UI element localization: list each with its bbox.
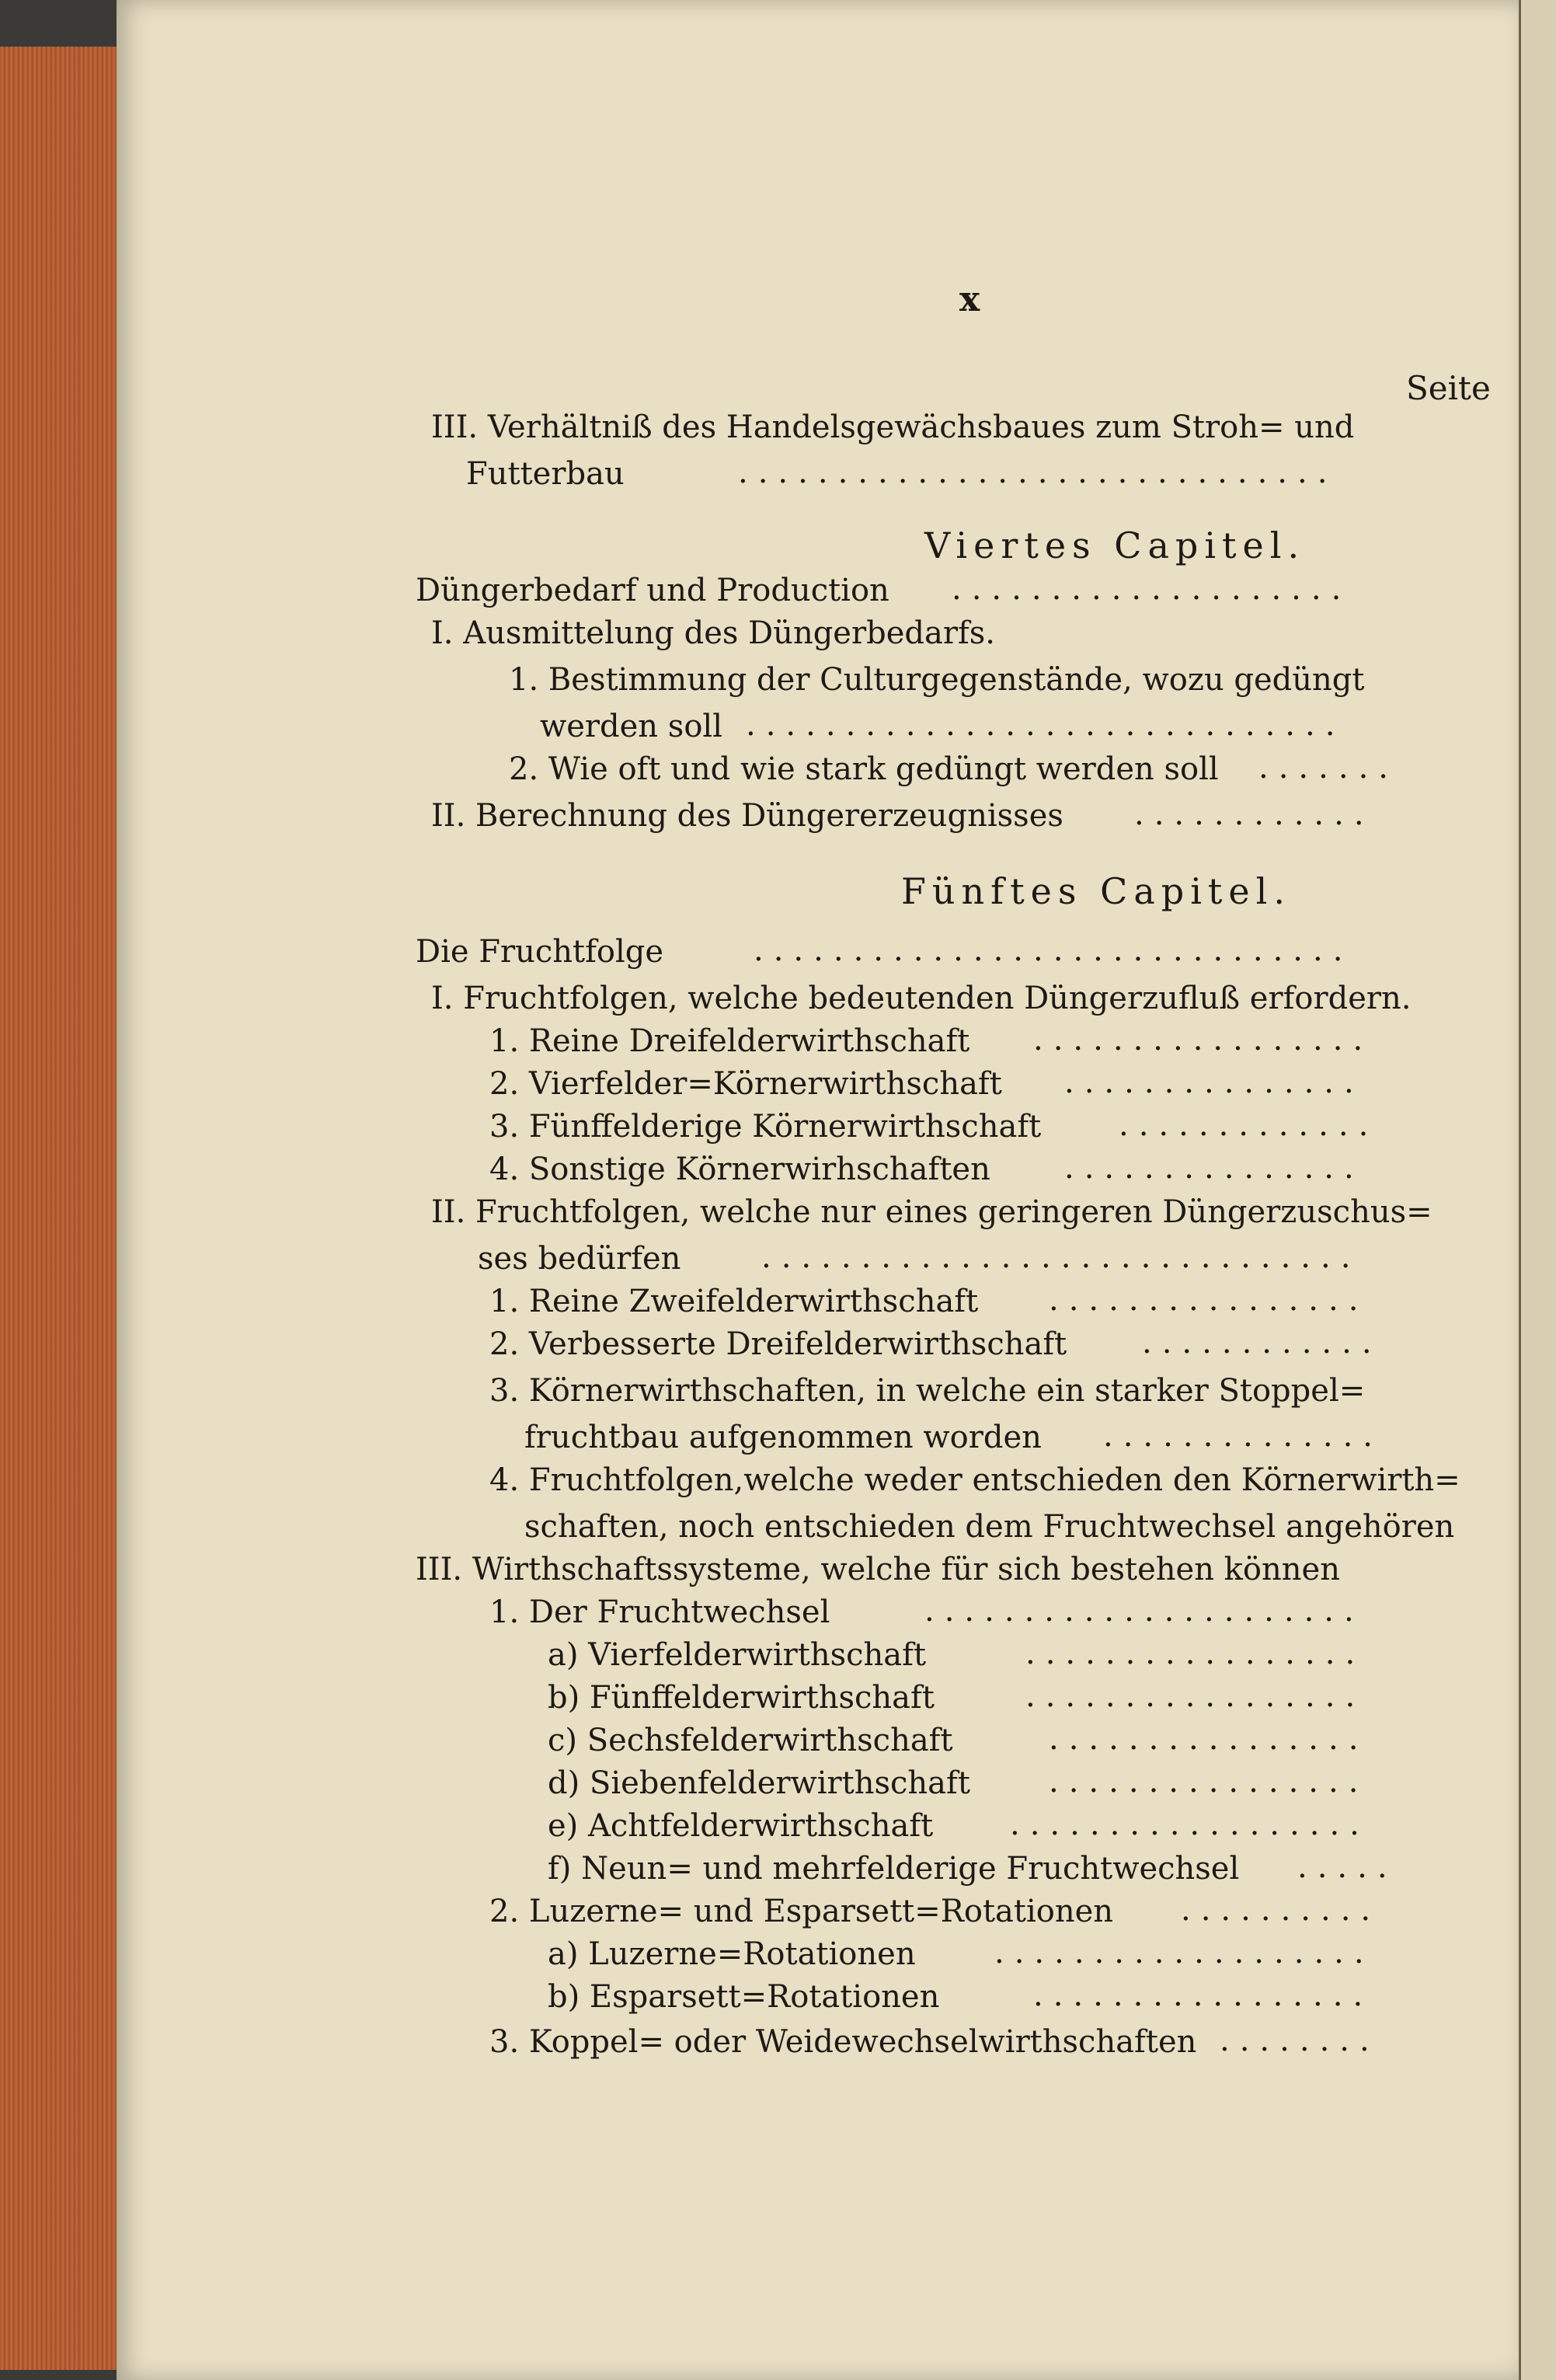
toc-entry: e) Achtfelderwirthschaft	[548, 1808, 934, 1844]
dot-leader: ........	[1220, 2023, 1380, 2058]
dot-leader: .................	[1025, 1678, 1366, 1714]
toc-entry: I. Ausmittelung des Düngerbedarfs.	[431, 615, 995, 651]
dot-leader: ................	[1049, 1764, 1369, 1800]
toc-entry: ses bedürfen	[478, 1241, 681, 1277]
toc-entry: a) Luzerne=Rotationen	[548, 1936, 916, 1972]
dot-leader: .................	[1025, 1636, 1366, 1671]
toc-entry: d) Siebenfelderwirthschaft	[548, 1765, 970, 1801]
seite-column-label: Seite	[1406, 369, 1491, 407]
chapter-heading-4: Viertes Capitel.	[924, 524, 1306, 566]
book-page-edges	[0, 47, 117, 2370]
toc-entry: 4. Fruchtfolgen,welche weder entschieden den Körnerwirth=	[489, 1462, 1460, 1498]
toc-entry: 3. Fünffelderige Körnerwirthschaft	[489, 1109, 1042, 1145]
toc-entry: I. Fruchtfolgen, welche bedeutenden Düngerzufluß erfordern.	[431, 981, 1412, 1016]
toc-entry: f) Neun= und mehrfelderige Fruchtwechsel	[548, 1851, 1240, 1887]
toc-entry: b) Fünffelderwirthschaft	[548, 1680, 935, 1716]
toc-entry: Düngerbedarf und Production	[416, 573, 889, 608]
dot-leader: .................	[1033, 1022, 1373, 1058]
dot-leader: .......	[1258, 750, 1399, 786]
chapter-heading-5: Fünftes Capitel.	[901, 870, 1291, 912]
dot-leader: ......................	[924, 1593, 1364, 1629]
page-number: x	[959, 280, 980, 319]
toc-entry: 1. Reine Zweifelderwirthschaft	[489, 1284, 979, 1319]
toc-entry: 2. Wie oft und wie stark gedüngt werden soll	[509, 751, 1219, 787]
book-page	[117, 0, 1519, 2380]
dot-leader: ................	[1049, 1721, 1369, 1757]
dot-leader: ............	[1134, 796, 1374, 832]
dot-leader: ..............................	[738, 455, 1338, 490]
toc-entry: II. Berechnung des Düngererzeugnisses	[431, 798, 1063, 834]
toc-entry: c) Sechsfelderwirthschaft	[548, 1723, 953, 1758]
dot-leader: ..............................	[761, 1239, 1361, 1275]
dot-leader: ..............................	[746, 707, 1345, 743]
toc-entry: 3. Koppel= oder Weidewechselwirthschaften	[489, 2024, 1197, 2060]
toc-entry: b) Esparsett=Rotationen	[548, 1979, 940, 2015]
toc-entry: 2. Vierfelder=Körnerwirthschaft	[489, 1066, 1002, 1102]
toc-entry: III. Wirthschaftssysteme, welche für sich bestehen können	[416, 1552, 1340, 1587]
adjacent-page-edge	[1519, 0, 1556, 2380]
dot-leader: ..................	[1010, 1807, 1370, 1842]
toc-entry: 2. Verbesserte Dreifelderwirthschaft	[489, 1326, 1067, 1362]
toc-entry: Die Fruchtfolge	[416, 934, 664, 970]
toc-entry: 4. Sonstige Körnerwirhschaften	[489, 1152, 990, 1187]
toc-entry: a) Vierfelderwirthschaft	[548, 1637, 927, 1673]
toc-entry: 2. Luzerne= und Esparsett=Rotationen	[489, 1894, 1114, 1929]
toc-entry: II. Fruchtfolgen, welche nur eines geringeren Düngerzuschus=	[431, 1194, 1432, 1230]
toc-entry: Futterbau	[466, 456, 625, 492]
toc-entry: schaften, noch entschieden dem Fruchtwechsel angehören	[524, 1509, 1455, 1545]
toc-entry: werden soll	[540, 709, 722, 744]
toc-entry: III. Verhältniß des Handelsgewächsbaues zum Stroh= und	[431, 409, 1355, 445]
toc-entry: 1. Bestimmung der Culturgegenstände, wozu gedüngt	[509, 662, 1365, 698]
dot-leader: ..............................	[754, 932, 1353, 968]
toc-entry: 1. Der Fruchtwechsel	[489, 1594, 830, 1630]
toc-entry: 1. Reine Dreifelderwirthschaft	[489, 1023, 970, 1059]
dot-leader: ..........	[1181, 1892, 1381, 1928]
dot-leader: .....	[1297, 1849, 1398, 1885]
dot-leader: ................	[1049, 1282, 1369, 1318]
dot-leader: ...................	[994, 1935, 1374, 1971]
dot-leader: ............	[1142, 1325, 1382, 1361]
toc-entry: 3. Körnerwirthschaften, in welche ein starker Stoppel=	[489, 1373, 1366, 1409]
dot-leader: .................	[1033, 1978, 1373, 2013]
dot-leader: ..............	[1103, 1418, 1384, 1454]
dot-leader: .............	[1119, 1107, 1379, 1143]
dot-leader: ...............	[1064, 1150, 1364, 1186]
dot-leader: ...............	[1064, 1065, 1364, 1100]
toc-entry: fruchtbau aufgenommen worden	[524, 1420, 1042, 1455]
dot-leader: ....................	[952, 571, 1352, 607]
